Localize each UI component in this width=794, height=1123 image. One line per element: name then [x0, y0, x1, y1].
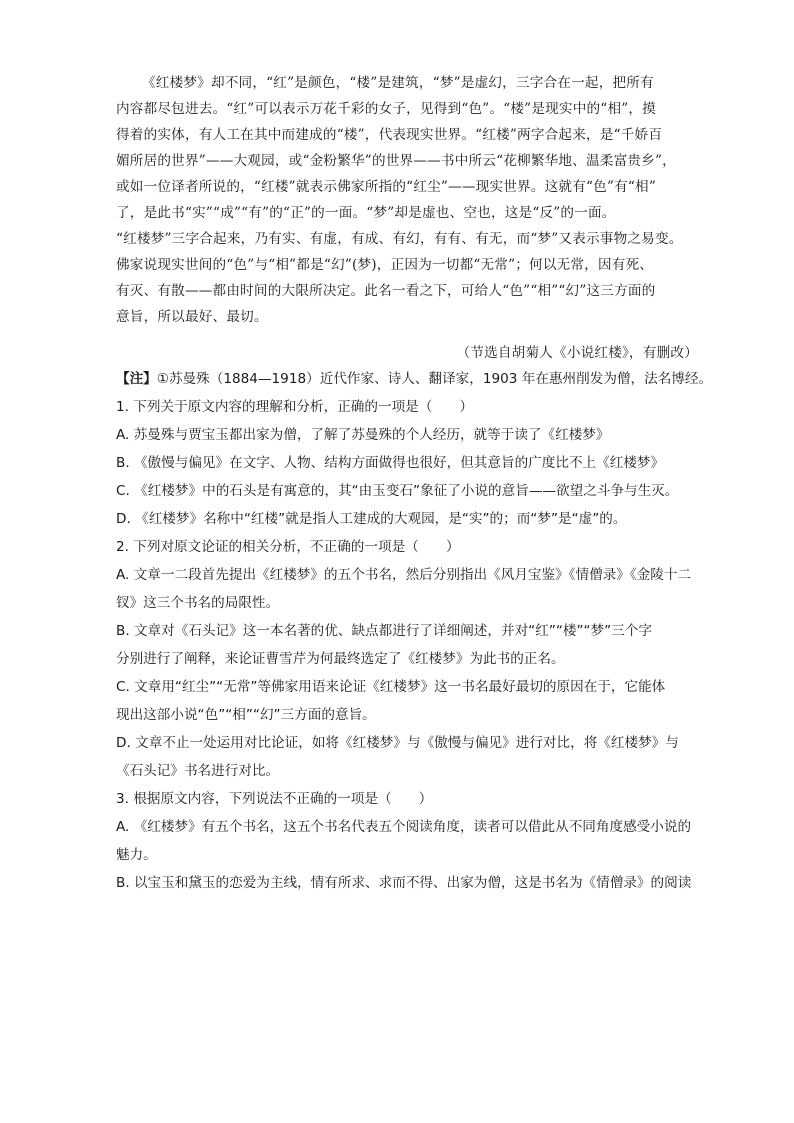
option-b-cont: 分别进行了阐释，来论证曹雪芹为何最终选定了《红楼梦》为此书的正名。	[116, 651, 565, 667]
passage-line: 了，是此书“实”“成”“有”的“正”的一面。“梦”却是虚也、空也，这是“反”的一面。	[116, 205, 616, 221]
question-stem: 2. 下列对原文论证的相关分析，不正确的一项是（ ）	[116, 539, 460, 555]
question-stem: 3. 根据原文内容，下列说法不正确的一项是（ ）	[116, 791, 433, 807]
footnote-label: 【注】	[116, 371, 157, 387]
option-a: A. 苏曼殊与贾宝玉都出家为僧，了解了苏曼殊的个人经历，就等于读了《红楼梦》	[116, 427, 610, 443]
option-a: A. 文章一二段首先提出《红楼梦》的五个书名，然后分别指出《风月宝鉴》《情僧录》《金陵十二	[116, 567, 692, 583]
footnote	[116, 369, 712, 389]
option-d: D. 文章不止一处运用对比论证，如将《红楼梦》与《傲慢与偏见》进行对比，将《红楼梦》与	[116, 735, 679, 751]
question-stem: 1. 下列关于原文内容的理解和分析，正确的一项是（ ）	[116, 399, 474, 415]
passage-line: 媚所居的世界”——大观园，或“金粉繁华”的世界——书中所云“花柳繁华地、温柔富贵乡”，	[116, 153, 676, 169]
option-c-cont: 现出这部小说“色”“相”“幻”三方面的意旨。	[116, 707, 376, 723]
passage-line: 意旨，所以最好、最切。	[116, 309, 268, 325]
passage-line: “红楼梦”三字合起来，乃有实、有虚，有成、有幻，有有、有无，而“梦”又表示事物之易变。	[116, 231, 683, 247]
option-c: C. 文章用“红尘”“无常”等佛家用语来论证《红楼梦》这一书名最好最切的原因在于，它能体	[116, 679, 666, 695]
passage-line: 得着的实体，有人工在其中而建成的“楼”，代表现实世界。“红楼”两字合起来，是“千娇百	[116, 127, 663, 143]
option-a: A. 《红楼梦》有五个书名，这五个书名代表五个阅读角度，读者可以借此从不同角度感受小说的	[116, 819, 692, 835]
passage-line: 或如一位译者所说的，“红楼”就表示佛家所指的“红尘”——现实世界。这就有“色”有“相”	[116, 179, 656, 195]
passage-line: 佛家说现实世间的“色”与“相”都是“幻”(梦)，正因为一切都“无常”；何以无常，因有死、	[116, 257, 654, 273]
passage-line: 内容都尽包进去。“红”可以表示万花千彩的女子，见得到“色”。“楼”是现实中的“相”，摸	[116, 101, 656, 117]
source-note: （节选自胡菊人《小说红楼》，有删改）	[456, 345, 698, 361]
footnote-text: ①苏曼殊（1884—1918）近代作家、诗人、翻译家，1903 年在惠州削发为僧，法名博经。	[156, 371, 713, 387]
option-d-cont: 《石头记》书名进行对比。	[116, 763, 280, 779]
option-d: D. 《红楼梦》名称中“红楼”就是指人工建成的大观园，是“实”的；而“梦”是“虚”的。	[116, 511, 627, 527]
option-c: C. 《红楼梦》中的石头是有寓意的，其“由玉变石”象征了小说的意旨——欲望之斗争与生灭。	[116, 483, 679, 499]
option-a-cont: 魅力。	[116, 847, 157, 863]
option-b: B. 《傲慢与偏见》在文字、人物、结构方面做得也很好，但其意旨的广度比不上《红楼梦》	[116, 455, 665, 471]
option-a-cont: 钗》这三个书名的局限性。	[116, 595, 280, 611]
option-b: B. 以宝玉和黛玉的恋爱为主线，情有所求、求而不得、出家为僧，这是书名为《情僧录》的阅读	[116, 875, 692, 891]
passage-line: 《红楼梦》却不同，“红”是颜色，“楼”是建筑，“梦”是虚幻，三字合在一起，把所有	[142, 75, 654, 91]
passage-line: 有灭、有散——都由时间的大限所决定。此名一看之下，可给人“色”“相”“幻”这三方面的	[116, 283, 656, 299]
option-b: B. 文章对《石头记》这一本名著的优、缺点都进行了详细阐述，并对“红”“楼”“梦”三个字	[116, 623, 653, 639]
